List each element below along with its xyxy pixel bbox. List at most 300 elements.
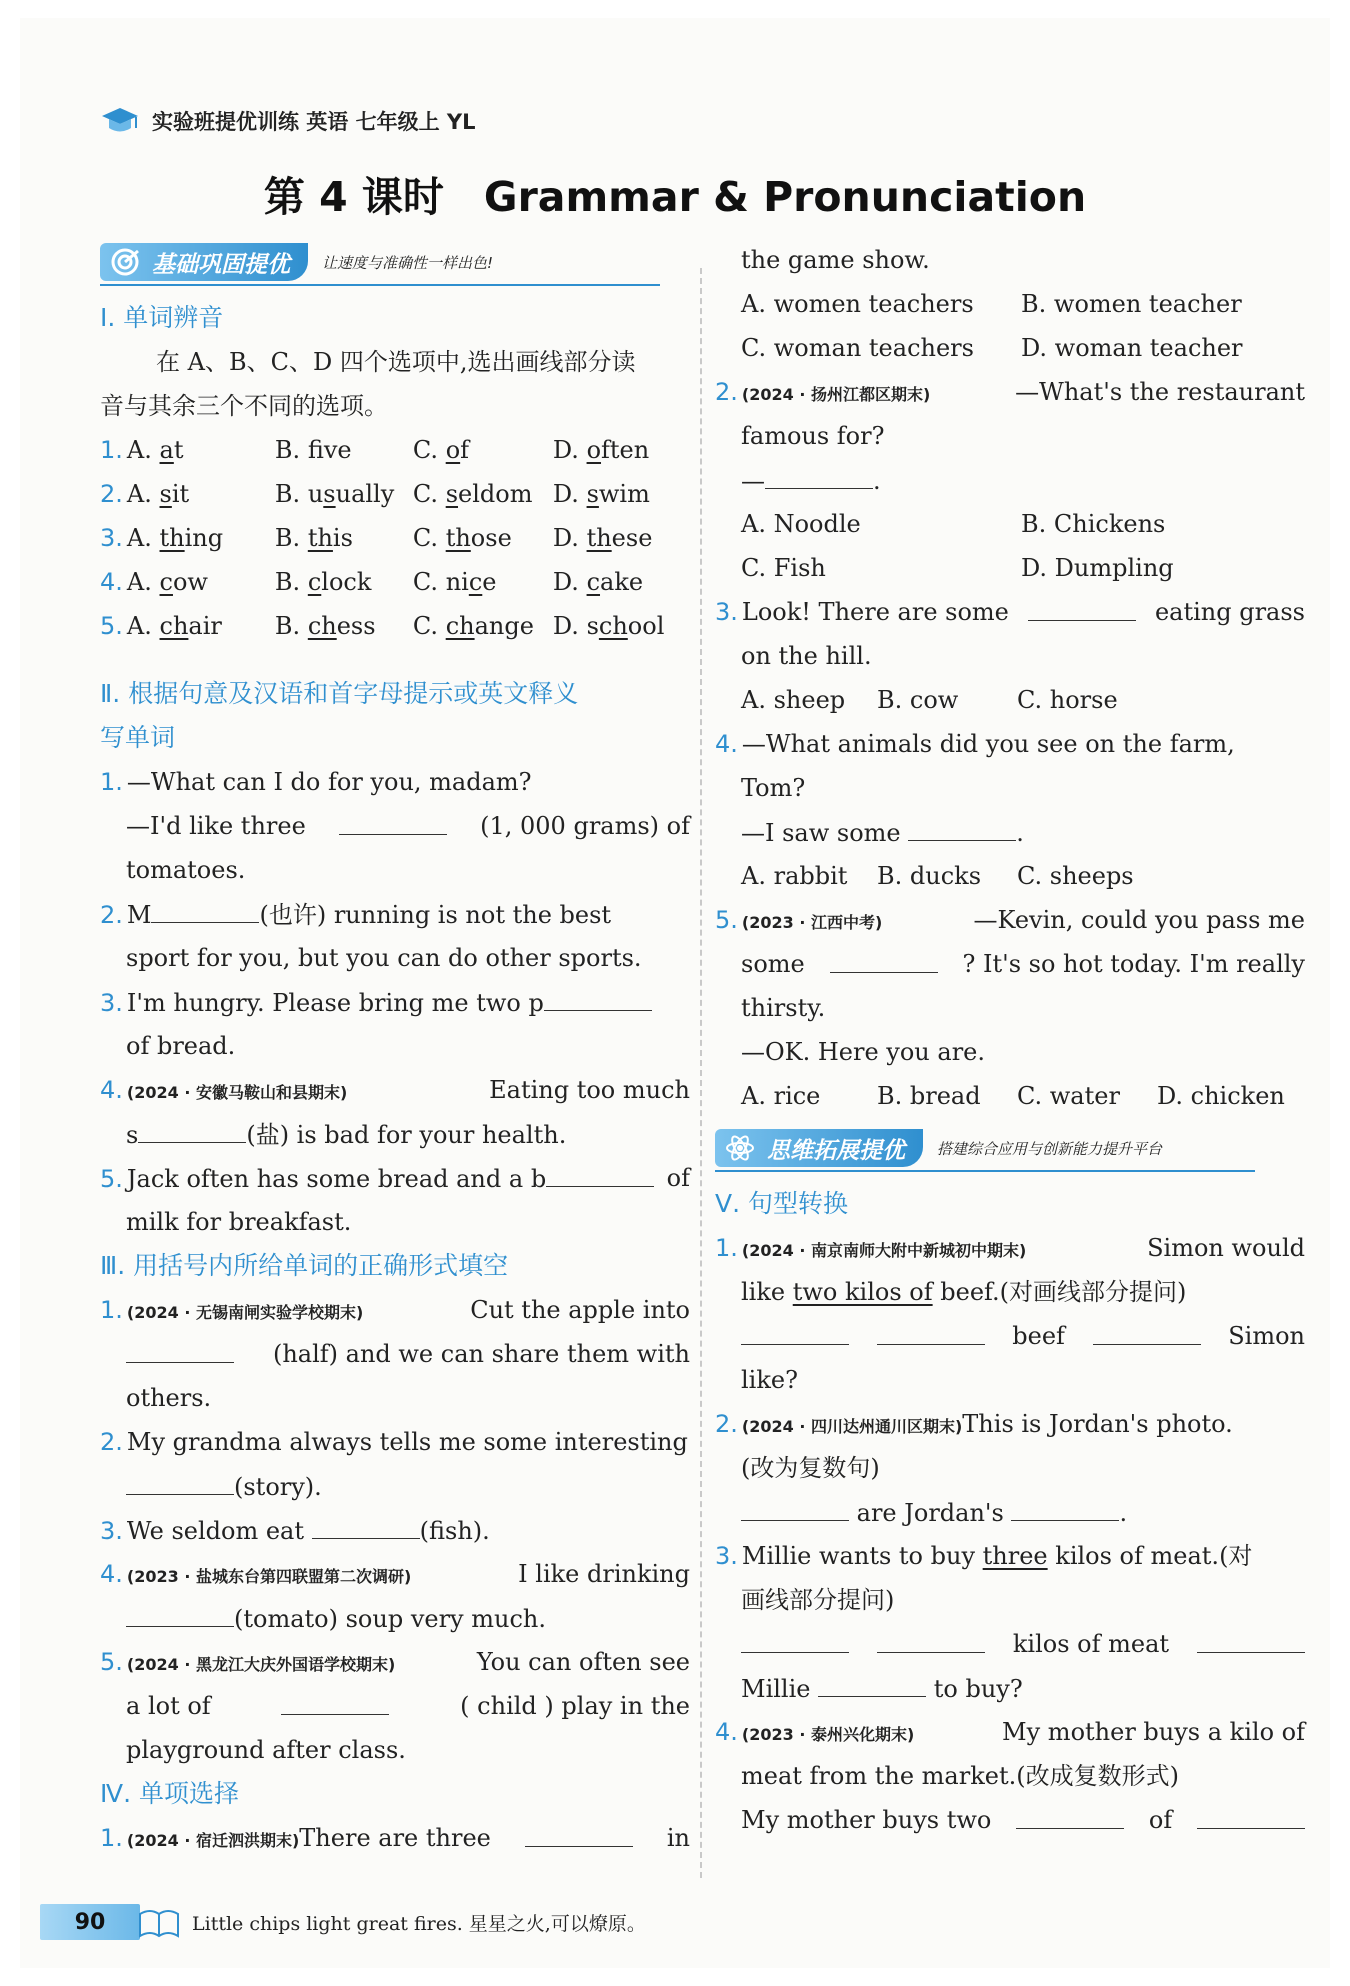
answer-blank[interactable] <box>741 1492 849 1521</box>
underlined-letters: a <box>159 436 174 464</box>
answer-blank[interactable] <box>151 894 259 923</box>
underlined-letters: c <box>307 568 322 596</box>
question-text: (tomato) soup very much. <box>234 1605 546 1633</box>
option-c[interactable]: C. Fish <box>741 554 826 582</box>
answer-blank[interactable] <box>544 982 652 1011</box>
question-source: (2024 · 黑龙江大庆外国语学校期末) <box>126 1655 396 1674</box>
question-text: This is Jordan's photo. <box>962 1410 1233 1438</box>
question-source: (2023 · 江西中考) <box>741 913 883 932</box>
question-text: kilos of meat.(对 <box>1047 1542 1253 1570</box>
question-text: I'm hungry. Please bring me two p <box>126 989 544 1017</box>
s4-q3-line1 <box>715 592 1305 632</box>
underlined-letters: o <box>586 436 602 464</box>
s5-q3-line1 <box>715 1536 1305 1576</box>
option-c[interactable]: C. sheeps <box>1017 862 1134 890</box>
basic-banner <box>100 240 660 284</box>
s4-q5-line4 <box>715 1032 1305 1072</box>
s3-q1-line2 <box>100 1334 690 1374</box>
section-2-heading <box>100 674 690 714</box>
s5-q4-line2 <box>715 1756 1305 1796</box>
s3-q1-line1 <box>100 1290 690 1330</box>
word-part: ni <box>445 568 469 596</box>
word-part: ow <box>172 568 208 596</box>
question-text: some <box>741 950 805 978</box>
answer-blank[interactable] <box>1197 1800 1305 1829</box>
s2-q2-line2 <box>100 938 690 978</box>
question-text: —What animals did you see on the farm, <box>741 730 1235 758</box>
question-text: My mother buys a kilo of <box>1002 1718 1305 1746</box>
s5-q1-line4 <box>715 1360 1305 1400</box>
book-title: 实验班提优训练 英语 七年级上 YL <box>152 110 476 134</box>
question-text: playground after class. <box>126 1736 406 1764</box>
underlined-letters: c <box>586 568 601 596</box>
running-header <box>100 106 476 136</box>
lesson-topic: Grammar & Pronunciation <box>483 173 1087 221</box>
option-letter: B. <box>274 568 301 596</box>
question-text: beef <box>1012 1322 1065 1350</box>
s3-q5-line2 <box>100 1686 690 1726</box>
question-text: in <box>666 1824 690 1852</box>
s4-q4-options <box>715 856 1305 896</box>
phonics-option[interactable] <box>127 518 275 558</box>
question-text: Look! There are some <box>741 598 1009 626</box>
open-book-icon <box>136 1902 182 1942</box>
question-source: (2024 · 无锡南闸实验学校期末) <box>126 1303 364 1322</box>
word-part: ool <box>627 612 665 640</box>
word-part: air <box>188 612 222 640</box>
s3-q1-line3 <box>100 1378 690 1418</box>
phonics-option[interactable] <box>553 430 693 470</box>
period: . <box>1119 1499 1128 1527</box>
phonics-option[interactable] <box>413 518 553 558</box>
question-text: of bread. <box>126 1032 236 1060</box>
s4-q5-options <box>715 1076 1305 1116</box>
question-number: 3. <box>100 1517 123 1545</box>
question-number: 2. <box>100 480 123 508</box>
underlined-letters: s <box>323 480 336 508</box>
answer-blank[interactable] <box>138 1114 246 1143</box>
option-letter: B. <box>274 436 301 464</box>
question-number: 1. <box>100 768 123 796</box>
word-part: f <box>307 436 324 464</box>
s4-q5-line3 <box>715 988 1305 1028</box>
option-b[interactable]: B. bread <box>877 1082 981 1110</box>
s2-q3-line1 <box>100 982 690 1022</box>
phonics-row <box>100 562 690 602</box>
underlined-letters: ch <box>598 612 628 640</box>
instruction-text: 音与其余三个不同的选项。 <box>100 392 388 420</box>
s2-q3-line2 <box>100 1026 690 1066</box>
word-part: ing <box>184 524 224 552</box>
underlined-phrase: two kilos of <box>792 1278 933 1306</box>
option-letter: C. <box>412 524 439 552</box>
underlined-letters: th <box>445 524 471 552</box>
question-number: 4. <box>100 1560 123 1588</box>
question-number: 1. <box>100 436 123 464</box>
underlined-letters: ch <box>307 612 337 640</box>
basic-banner-label: 基础巩固提优 <box>152 251 290 278</box>
section-title: Ⅴ. 句型转换 <box>715 1189 848 1218</box>
question-number: 1. <box>100 1824 123 1852</box>
question-text: milk for breakfast. <box>126 1208 352 1236</box>
question-number: 4. <box>100 1076 123 1104</box>
option-d[interactable]: D. Dumpling <box>1021 554 1174 582</box>
answer-blank[interactable] <box>741 1316 849 1345</box>
word-part: e <box>482 568 497 596</box>
word-part: t <box>173 436 184 464</box>
page-number: 90 <box>40 1904 140 1940</box>
question-text: thirsty. <box>741 994 826 1022</box>
s3-q5-line3 <box>100 1730 690 1770</box>
s5-q1-line1 <box>715 1228 1305 1268</box>
option-letter: A. <box>126 612 152 640</box>
lesson-number: 第 4 课时 <box>263 173 444 221</box>
section-title: Ⅲ. 用括号内所给单词的正确形式填空 <box>100 1251 509 1280</box>
question-source: (2023 · 泰州兴化期末) <box>741 1725 915 1744</box>
question-number: 2. <box>100 1428 123 1456</box>
section-1-instructions-2 <box>100 386 690 426</box>
option-letter: A. <box>126 436 152 464</box>
phonics-row <box>100 518 690 558</box>
instruction-text: 在 A、B、C、D 四个选项中,选出画线部分读 <box>156 348 636 376</box>
word-part: u <box>307 480 324 508</box>
option-c[interactable]: C. horse <box>1017 686 1118 714</box>
question-text: like? <box>741 1366 798 1394</box>
section-title: 写单词 <box>100 723 176 752</box>
question-text: like <box>741 1278 793 1306</box>
phonics-option[interactable] <box>275 562 413 602</box>
option-a[interactable]: A. sheep <box>741 686 846 714</box>
question-source: (2024 · 安徽马鞍山和县期末) <box>126 1083 348 1102</box>
s3-q3-line1 <box>100 1510 690 1550</box>
s5-q2-line2 <box>715 1448 1305 1488</box>
s4-q5-line1 <box>715 900 1305 940</box>
answer-blank[interactable] <box>877 1624 985 1653</box>
answer-blank[interactable] <box>126 1598 234 1627</box>
answer-blank[interactable] <box>525 1818 633 1847</box>
phonics-option[interactable] <box>127 430 275 470</box>
underlined-letters: s <box>586 480 599 508</box>
question-source: (2023 · 盐城东台第四联盟第二次调研) <box>126 1567 412 1586</box>
section-2-heading-2 <box>100 718 690 758</box>
underlined-letters: c <box>468 568 483 596</box>
question-number: 4. <box>715 730 738 758</box>
s4-q1-options-2 <box>715 328 1305 368</box>
s5-q4-line1 <box>715 1712 1305 1752</box>
s5-q2-line1 <box>715 1404 1305 1444</box>
phonics-row <box>100 606 690 646</box>
question-text: —OK. Here you are. <box>741 1038 986 1066</box>
s5-q3-line2 <box>715 1580 1305 1620</box>
s4-q1-options-1 <box>715 284 1305 324</box>
phonics-row <box>100 430 690 470</box>
answer-blank[interactable] <box>1016 1800 1124 1829</box>
s2-q4-line1 <box>100 1070 690 1110</box>
underlined-letters: th <box>307 524 333 552</box>
s3-q2-line2 <box>100 1466 690 1506</box>
phonics-option[interactable] <box>553 474 693 514</box>
word-part: ve <box>323 436 352 464</box>
phonics-option[interactable] <box>553 606 693 646</box>
question-text: M <box>126 901 152 929</box>
underlined-letters: s <box>159 480 172 508</box>
question-text: of <box>666 1164 690 1192</box>
question-number: 5. <box>100 1648 123 1676</box>
extend-banner-tagline: 搭建综合应用与创新能力提升平台 <box>937 1139 1163 1158</box>
question-text: Eating too much <box>489 1076 690 1104</box>
question-text: a lot of <box>126 1692 211 1720</box>
s4-q4-line3 <box>715 812 1305 852</box>
option-a[interactable]: A. rice <box>741 1082 821 1110</box>
option-d[interactable]: D. chicken <box>1157 1082 1285 1110</box>
question-source: (2024 · 扬州江都区期末) <box>741 385 931 404</box>
option-letter: C. <box>412 436 439 464</box>
section-3-heading <box>100 1246 690 1286</box>
footer-motto: Little chips light great fires. 星星之火,可以燎原。 <box>192 1912 646 1935</box>
option-letter: A. <box>126 480 152 508</box>
option-letter: B. <box>274 612 301 640</box>
question-text: (也许) running is not the best <box>259 901 612 929</box>
question-text: (fish). <box>419 1517 490 1545</box>
phonics-option[interactable] <box>127 562 275 602</box>
phonics-option[interactable] <box>553 518 693 558</box>
answer-blank[interactable] <box>1011 1492 1119 1521</box>
basic-banner-pill <box>100 243 308 281</box>
question-text: Tom? <box>741 774 806 802</box>
word-part: ake <box>600 568 644 596</box>
option-letter: B. <box>274 480 301 508</box>
section-4-heading <box>100 1774 690 1814</box>
word-part: lock <box>321 568 372 596</box>
option-a[interactable]: A. Noodle <box>741 510 861 538</box>
option-letter: D. <box>552 612 579 640</box>
question-number: 3. <box>100 989 123 1017</box>
word-part: ually <box>335 480 395 508</box>
option-c[interactable]: C. woman teachers <box>741 334 974 362</box>
answer-blank[interactable] <box>1028 592 1136 621</box>
atom-icon <box>725 1133 755 1163</box>
extend-banner <box>715 1126 1255 1170</box>
answer-blank[interactable] <box>546 1158 654 1187</box>
phonics-option[interactable] <box>275 474 413 514</box>
s4-q4-line1 <box>715 724 1305 764</box>
s2-q1-line2 <box>100 806 690 846</box>
s5-q3-line3 <box>715 1624 1305 1664</box>
option-b[interactable]: B. Chickens <box>1021 510 1166 538</box>
answer-blank[interactable] <box>818 1668 926 1697</box>
s4-q3-line2 <box>715 636 1305 676</box>
section-title: Ⅰ. 单词辨音 <box>100 303 224 332</box>
option-b[interactable]: B. ducks <box>877 862 982 890</box>
question-text: We seldom eat <box>126 1517 304 1545</box>
question-text: eating grass <box>1154 598 1305 626</box>
question-number: 5. <box>100 1165 123 1193</box>
s4-q2-line3 <box>715 460 1305 500</box>
question-text: of <box>1148 1806 1173 1834</box>
answer-blank[interactable] <box>765 460 873 489</box>
word-part: ose <box>470 524 512 552</box>
extend-banner-label: 思维拓展提优 <box>767 1137 905 1164</box>
option-b[interactable]: B. women teacher <box>1021 290 1242 318</box>
s4-q2-options-2 <box>715 548 1305 588</box>
phonics-option[interactable] <box>275 606 413 646</box>
answer-blank[interactable] <box>1093 1316 1201 1345</box>
option-letter: D. <box>552 436 579 464</box>
question-text: beef.(对画线部分提问) <box>932 1278 1187 1306</box>
option-c[interactable]: C. water <box>1017 1082 1120 1110</box>
question-text: I like drinking <box>518 1560 690 1588</box>
banner-underline <box>715 1170 1255 1172</box>
option-letter: C. <box>412 612 439 640</box>
underlined-letters: s <box>445 480 459 508</box>
phonics-row <box>100 474 690 514</box>
word-part: it <box>171 480 190 508</box>
question-text: —I'd like three <box>126 812 306 840</box>
question-source: (2024 · 四川达州通川区期末) <box>741 1417 963 1436</box>
phonics-option[interactable] <box>553 562 693 602</box>
option-a[interactable]: A. women teachers <box>741 290 974 318</box>
question-text: Millie <box>741 1675 811 1703</box>
answer-blank[interactable] <box>741 1624 849 1653</box>
question-text: tomatoes. <box>126 856 246 884</box>
question-text: meat from the market.(改成复数形式) <box>741 1762 1179 1790</box>
question-text: —What can I do for you, madam? <box>126 768 532 796</box>
word-part: ess <box>336 612 376 640</box>
question-text: Jack often has some bread and a b <box>126 1165 547 1193</box>
question-text: ( child ) play in the <box>460 1692 690 1720</box>
question-text: — <box>741 467 765 495</box>
s5-q2-line3 <box>715 1492 1305 1532</box>
answer-blank[interactable] <box>1197 1624 1305 1653</box>
s4-q2-line1 <box>715 372 1305 412</box>
s3-q4-line1 <box>100 1554 690 1594</box>
question-text: —I saw some <box>741 819 901 847</box>
question-text: Simon would <box>1147 1234 1305 1262</box>
option-letter: C. <box>412 568 439 596</box>
s4-q4-line2 <box>715 768 1305 808</box>
option-a[interactable]: A. rabbit <box>741 862 848 890</box>
s2-q5-line1 <box>100 1158 690 1198</box>
s4-q2-line2 <box>715 416 1305 456</box>
question-number: 5. <box>100 612 123 640</box>
phonics-option[interactable] <box>413 562 553 602</box>
s5-q3-line4 <box>715 1668 1305 1708</box>
s3-q2-line1 <box>100 1422 690 1462</box>
answer-blank[interactable] <box>877 1316 985 1345</box>
question-text: —What's the restaurant <box>1015 378 1305 406</box>
s4-q2-options-1 <box>715 504 1305 544</box>
phonics-option[interactable] <box>413 474 553 514</box>
option-letter: B. <box>274 524 301 552</box>
s4-q1-line2 <box>715 240 1305 280</box>
question-text: on the hill. <box>741 642 872 670</box>
lesson-title <box>20 164 1330 223</box>
banner-underline <box>100 284 660 286</box>
s4-q1-line1 <box>100 1818 690 1858</box>
word-part: ese <box>611 524 653 552</box>
question-text: (盐) is bad for your health. <box>246 1121 567 1149</box>
answer-blank[interactable] <box>908 812 1016 841</box>
option-letter: C. <box>412 480 439 508</box>
s3-q5-line1 <box>100 1642 690 1682</box>
page-footer <box>40 1900 646 1944</box>
underlined-letters: c <box>159 568 173 596</box>
answer-blank[interactable] <box>339 806 447 835</box>
question-text: Millie wants to buy <box>741 1542 983 1570</box>
phonics-option[interactable] <box>127 474 275 514</box>
question-text: 画线部分提问) <box>741 1586 895 1614</box>
period: . <box>873 467 881 495</box>
option-letter: A. <box>126 568 152 596</box>
phonics-option[interactable] <box>413 606 553 646</box>
s5-q4-line3 <box>715 1800 1305 1840</box>
column-divider <box>700 268 702 1878</box>
underlined-letters: th <box>586 524 612 552</box>
word-part: ften <box>601 436 650 464</box>
s2-q2-line1 <box>100 894 690 934</box>
underlined-letters: ch <box>445 612 475 640</box>
section-1-heading <box>100 298 690 338</box>
phonics-option[interactable] <box>275 430 413 470</box>
question-number: 5. <box>715 906 738 934</box>
answer-blank[interactable] <box>312 1510 420 1539</box>
question-text: the game show. <box>741 246 930 274</box>
s2-q1-line3 <box>100 850 690 890</box>
answer-blank[interactable] <box>126 1466 234 1495</box>
question-text: (story). <box>234 1473 322 1501</box>
word-part: f <box>460 436 470 464</box>
section-5-heading <box>715 1184 1305 1224</box>
question-text: —Kevin, could you pass me <box>973 906 1305 934</box>
question-number: 3. <box>715 1542 738 1570</box>
answer-blank[interactable] <box>126 1334 234 1363</box>
phonics-option[interactable] <box>275 518 413 558</box>
question-number: 2. <box>715 1410 738 1438</box>
answer-blank[interactable] <box>281 1686 389 1715</box>
question-text: (改为复数句) <box>741 1454 880 1482</box>
option-letter: D. <box>552 524 579 552</box>
question-text: ? It's so hot today. I'm really <box>962 950 1305 978</box>
question-text: are Jordan's <box>856 1499 1004 1527</box>
underlined-phrase: three <box>982 1542 1048 1570</box>
question-text: My mother buys two <box>741 1806 992 1834</box>
question-text: others. <box>126 1384 212 1412</box>
answer-blank[interactable] <box>830 944 938 973</box>
question-source: (2024 · 南京南师大附中新城初中期末) <box>741 1241 1027 1260</box>
question-number: 1. <box>715 1234 738 1262</box>
option-letter: D. <box>552 568 579 596</box>
graduation-cap-icon <box>100 106 140 136</box>
period: . <box>1016 819 1024 847</box>
question-text: kilos of meat <box>1012 1630 1170 1658</box>
option-b[interactable]: B. cow <box>877 686 959 714</box>
question-number: 3. <box>715 598 738 626</box>
s3-q4-line2 <box>100 1598 690 1638</box>
s2-q1-line1 <box>100 762 690 802</box>
phonics-option[interactable] <box>413 430 553 470</box>
option-d[interactable]: D. woman teacher <box>1021 334 1243 362</box>
phonics-option[interactable] <box>127 606 275 646</box>
question-text: s <box>126 1121 139 1149</box>
underlined-letters: o <box>445 436 461 464</box>
question-text: to buy? <box>933 1675 1023 1703</box>
question-number: 3. <box>100 524 123 552</box>
question-number: 4. <box>715 1718 738 1746</box>
question-number: 2. <box>715 378 738 406</box>
s5-q1-line3 <box>715 1316 1305 1356</box>
section-title: Ⅳ. 单项选择 <box>100 1779 239 1808</box>
question-number: 2. <box>100 901 123 929</box>
